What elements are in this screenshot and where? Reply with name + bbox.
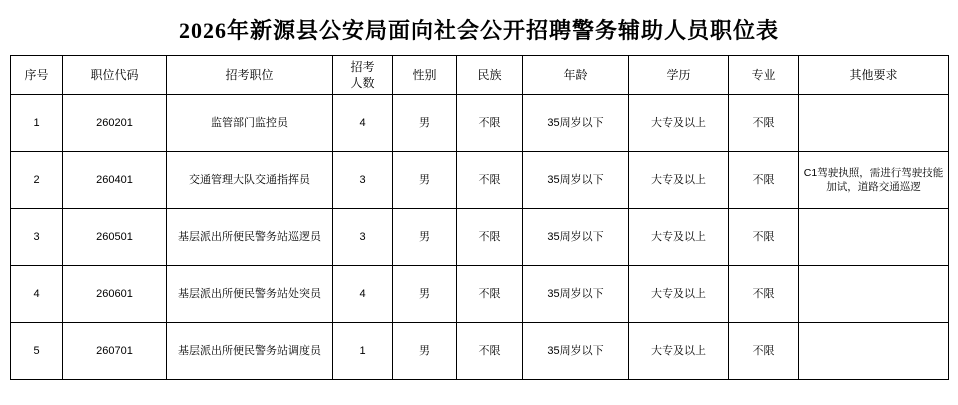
cell-major: 不限 — [729, 209, 799, 266]
cell-other — [799, 95, 949, 152]
table-body — [11, 95, 949, 380]
cell-count: 4 — [333, 95, 393, 152]
cell-major: 不限 — [729, 95, 799, 152]
table-row — [11, 152, 949, 209]
cell-nation: 不限 — [457, 266, 523, 323]
cell-count: 4 — [333, 266, 393, 323]
cell-position: 监管部门监控员 — [167, 95, 333, 152]
cell-gender: 男 — [393, 95, 457, 152]
cell-seq: 4 — [11, 266, 63, 323]
cell-age: 35周岁以下 — [523, 209, 629, 266]
column-header-gender: 性别 — [393, 56, 457, 95]
job-positions-table — [10, 55, 949, 380]
cell-major: 不限 — [729, 152, 799, 209]
column-header-other: 其他要求 — [799, 56, 949, 95]
cell-education: 大专及以上 — [629, 95, 729, 152]
cell-count: 1 — [333, 323, 393, 380]
cell-nation: 不限 — [457, 209, 523, 266]
column-header-count-line1: 招考 — [350, 59, 375, 74]
column-header-count-line2: 人数 — [350, 76, 375, 90]
cell-education: 大专及以上 — [629, 152, 729, 209]
cell-position: 交通管理大队交通指挥员 — [167, 152, 333, 209]
cell-position: 基层派出所便民警务站调度员 — [167, 323, 333, 380]
column-header-count — [333, 56, 393, 95]
cell-seq: 2 — [11, 152, 63, 209]
cell-age: 35周岁以下 — [523, 152, 629, 209]
column-header-position: 招考职位 — [167, 56, 333, 95]
page-title: 2026年新源县公安局面向社会公开招聘警务辅助人员职位表 — [178, 18, 779, 43]
cell-education: 大专及以上 — [629, 323, 729, 380]
cell-count: 3 — [333, 152, 393, 209]
table-header — [11, 56, 949, 95]
cell-major: 不限 — [729, 266, 799, 323]
cell-count: 3 — [333, 209, 393, 266]
cell-position: 基层派出所便民警务站处突员 — [167, 266, 333, 323]
cell-education: 大专及以上 — [629, 266, 729, 323]
cell-age: 35周岁以下 — [523, 323, 629, 380]
cell-gender: 男 — [393, 152, 457, 209]
cell-other: C1驾驶执照，需进行驾驶技能加试，道路交通巡逻 — [799, 152, 949, 209]
cell-code: 260701 — [63, 323, 167, 380]
cell-age: 35周岁以下 — [523, 95, 629, 152]
job-table-container — [0, 55, 958, 380]
table-row — [11, 209, 949, 266]
cell-code: 260401 — [63, 152, 167, 209]
column-header-code: 职位代码 — [63, 56, 167, 95]
column-header-major: 专业 — [729, 56, 799, 95]
table-row — [11, 323, 949, 380]
cell-seq: 3 — [11, 209, 63, 266]
cell-seq: 5 — [11, 323, 63, 380]
cell-other — [799, 209, 949, 266]
cell-code: 260601 — [63, 266, 167, 323]
cell-nation: 不限 — [457, 95, 523, 152]
cell-gender: 男 — [393, 266, 457, 323]
cell-major: 不限 — [729, 323, 799, 380]
cell-nation: 不限 — [457, 323, 523, 380]
cell-gender: 男 — [393, 209, 457, 266]
cell-seq: 1 — [11, 95, 63, 152]
cell-other — [799, 266, 949, 323]
column-header-seq: 序号 — [11, 56, 63, 95]
cell-position: 基层派出所便民警务站巡逻员 — [167, 209, 333, 266]
table-row — [11, 95, 949, 152]
cell-nation: 不限 — [457, 152, 523, 209]
table-row — [11, 266, 949, 323]
column-header-nation: 民族 — [457, 56, 523, 95]
column-header-age: 年龄 — [523, 56, 629, 95]
cell-age: 35周岁以下 — [523, 266, 629, 323]
cell-education: 大专及以上 — [629, 209, 729, 266]
cell-code: 260501 — [63, 209, 167, 266]
column-header-education: 学历 — [629, 56, 729, 95]
table-header-row — [11, 56, 949, 95]
cell-code: 260201 — [63, 95, 167, 152]
cell-gender: 男 — [393, 323, 457, 380]
cell-other — [799, 323, 949, 380]
